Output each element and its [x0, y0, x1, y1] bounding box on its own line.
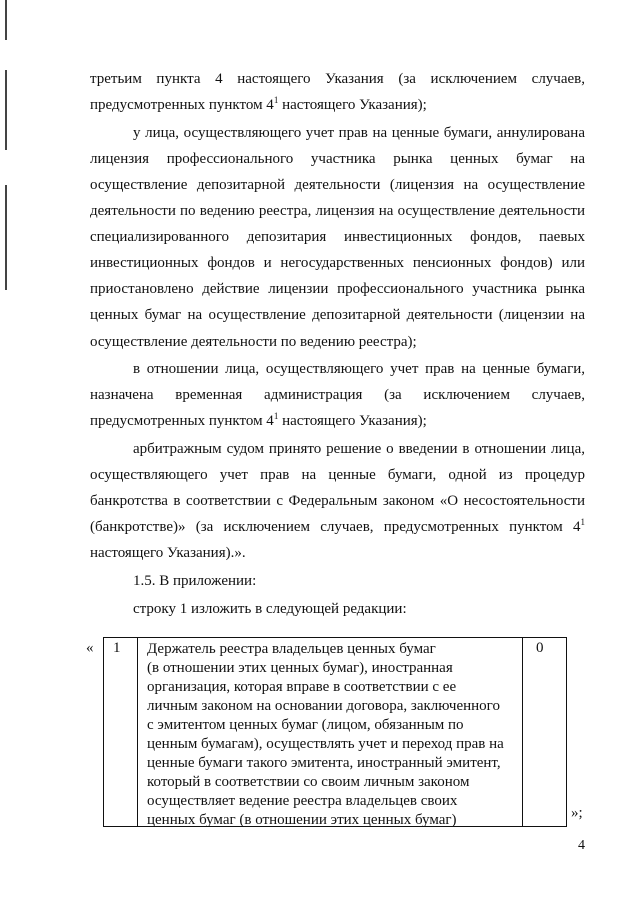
paragraph-line: осуществление депозитарной деятельности (лицензия на осуществление	[90, 176, 585, 193]
table-cell-line: ценных бумаг (в отношении этих ценных бумаг)	[147, 812, 457, 828]
scan-edge-mark	[5, 70, 7, 150]
table-column-divider	[137, 638, 138, 826]
paragraph-line: арбитражным судом принято решение о введении в отношении лица,	[133, 440, 585, 457]
paragraph-line: назначена временная администрация (за исключением случаев,	[90, 387, 585, 404]
table-cell-value: 0	[536, 640, 544, 656]
line-text: предусмотренных пунктом 4	[90, 97, 274, 114]
paragraph-line: третьим пункта 4 настоящего Указания (за исключением случаев,	[90, 71, 585, 87]
table-cell-line: личным законом на основании договора, заключенного	[147, 698, 500, 714]
table-row-number: 1	[113, 640, 121, 656]
paragraph-line: инвестиционных фондов и негосударственных пенсионных фондов) или	[90, 255, 585, 272]
paragraph-line: лицензия профессионального участника рынка ценных бумаг на	[90, 150, 585, 167]
scan-edge-mark	[5, 0, 7, 40]
paragraph-line	[90, 96, 585, 114]
paragraph-line: приостановлено действие лицензии профессионального участника рынка	[90, 281, 585, 298]
line-text: (банкротстве)» (за исключением случаев, предусмотренных пунктом 4	[90, 519, 581, 536]
table-cell-line: ценные бумаги такого эмитента, иностранный эмитент,	[147, 755, 501, 771]
paragraph-line	[90, 518, 585, 536]
paragraph-line: настоящего Указания).».	[90, 545, 246, 562]
paragraph-line: у лица, осуществляющего учет прав на ценные бумаги, аннулирована	[133, 124, 585, 141]
scan-edge-mark	[5, 185, 7, 290]
superscript: 1	[580, 517, 585, 528]
superscript: 1	[273, 411, 279, 422]
paragraph-line	[90, 412, 585, 430]
paragraph-line: в отношении лица, осуществляющего учет прав на ценные бумаги,	[133, 361, 585, 378]
line-text: настоящего Указания);	[278, 97, 427, 114]
table-cell-line: организация, которая вправе в соответствии с ее	[147, 679, 457, 695]
table-cell-line: (в отношении этих ценных бумаг), иностранная	[147, 660, 453, 676]
appendix-table	[103, 637, 567, 827]
table-cell-line: Держатель реестра владельцев ценных бумаг	[147, 641, 436, 657]
paragraph-line: осуществление деятельности по ведению реестра);	[90, 333, 417, 350]
table-cell-description	[147, 640, 517, 830]
paragraph-line: специализированного депозитария инвестиционных фондов, паевых	[90, 229, 585, 246]
superscript: 1	[273, 95, 279, 106]
line-text: настоящего Указания);	[278, 413, 427, 430]
paragraph-line: строку 1 изложить в следующей редакции:	[133, 600, 407, 617]
page-number: 4	[578, 838, 585, 853]
table-cell-line: с эмитентом ценных бумаг (лицом, обязанным по	[147, 717, 464, 733]
paragraph-line: 1.5. В приложении:	[133, 572, 257, 589]
paragraph-line: ценных бумаг на осуществление депозитарной деятельности (лицензии на	[90, 307, 585, 324]
paragraph-line: осуществляющего учет прав на ценные бумаги, одной из процедур	[90, 467, 585, 483]
paragraph-line: банкротства в соответствии с Федеральным законом «О несостоятельности	[90, 493, 585, 510]
table-cell-line: ценным бумагам), осуществлять учет и переход прав на	[147, 736, 504, 752]
table-cell-line: осуществляет ведение реестра владельцев своих	[147, 793, 458, 809]
line-text: предусмотренных пунктом 4	[90, 413, 274, 430]
table-open-quote: «	[86, 640, 94, 656]
table-close-quote: »;	[571, 805, 583, 821]
table-column-divider	[522, 638, 523, 826]
table-cell-line: который в соответствии со своим личным законом	[147, 774, 470, 790]
paragraph-line: деятельности по ведению реестра, лицензия на осуществление деятельности	[90, 203, 585, 219]
